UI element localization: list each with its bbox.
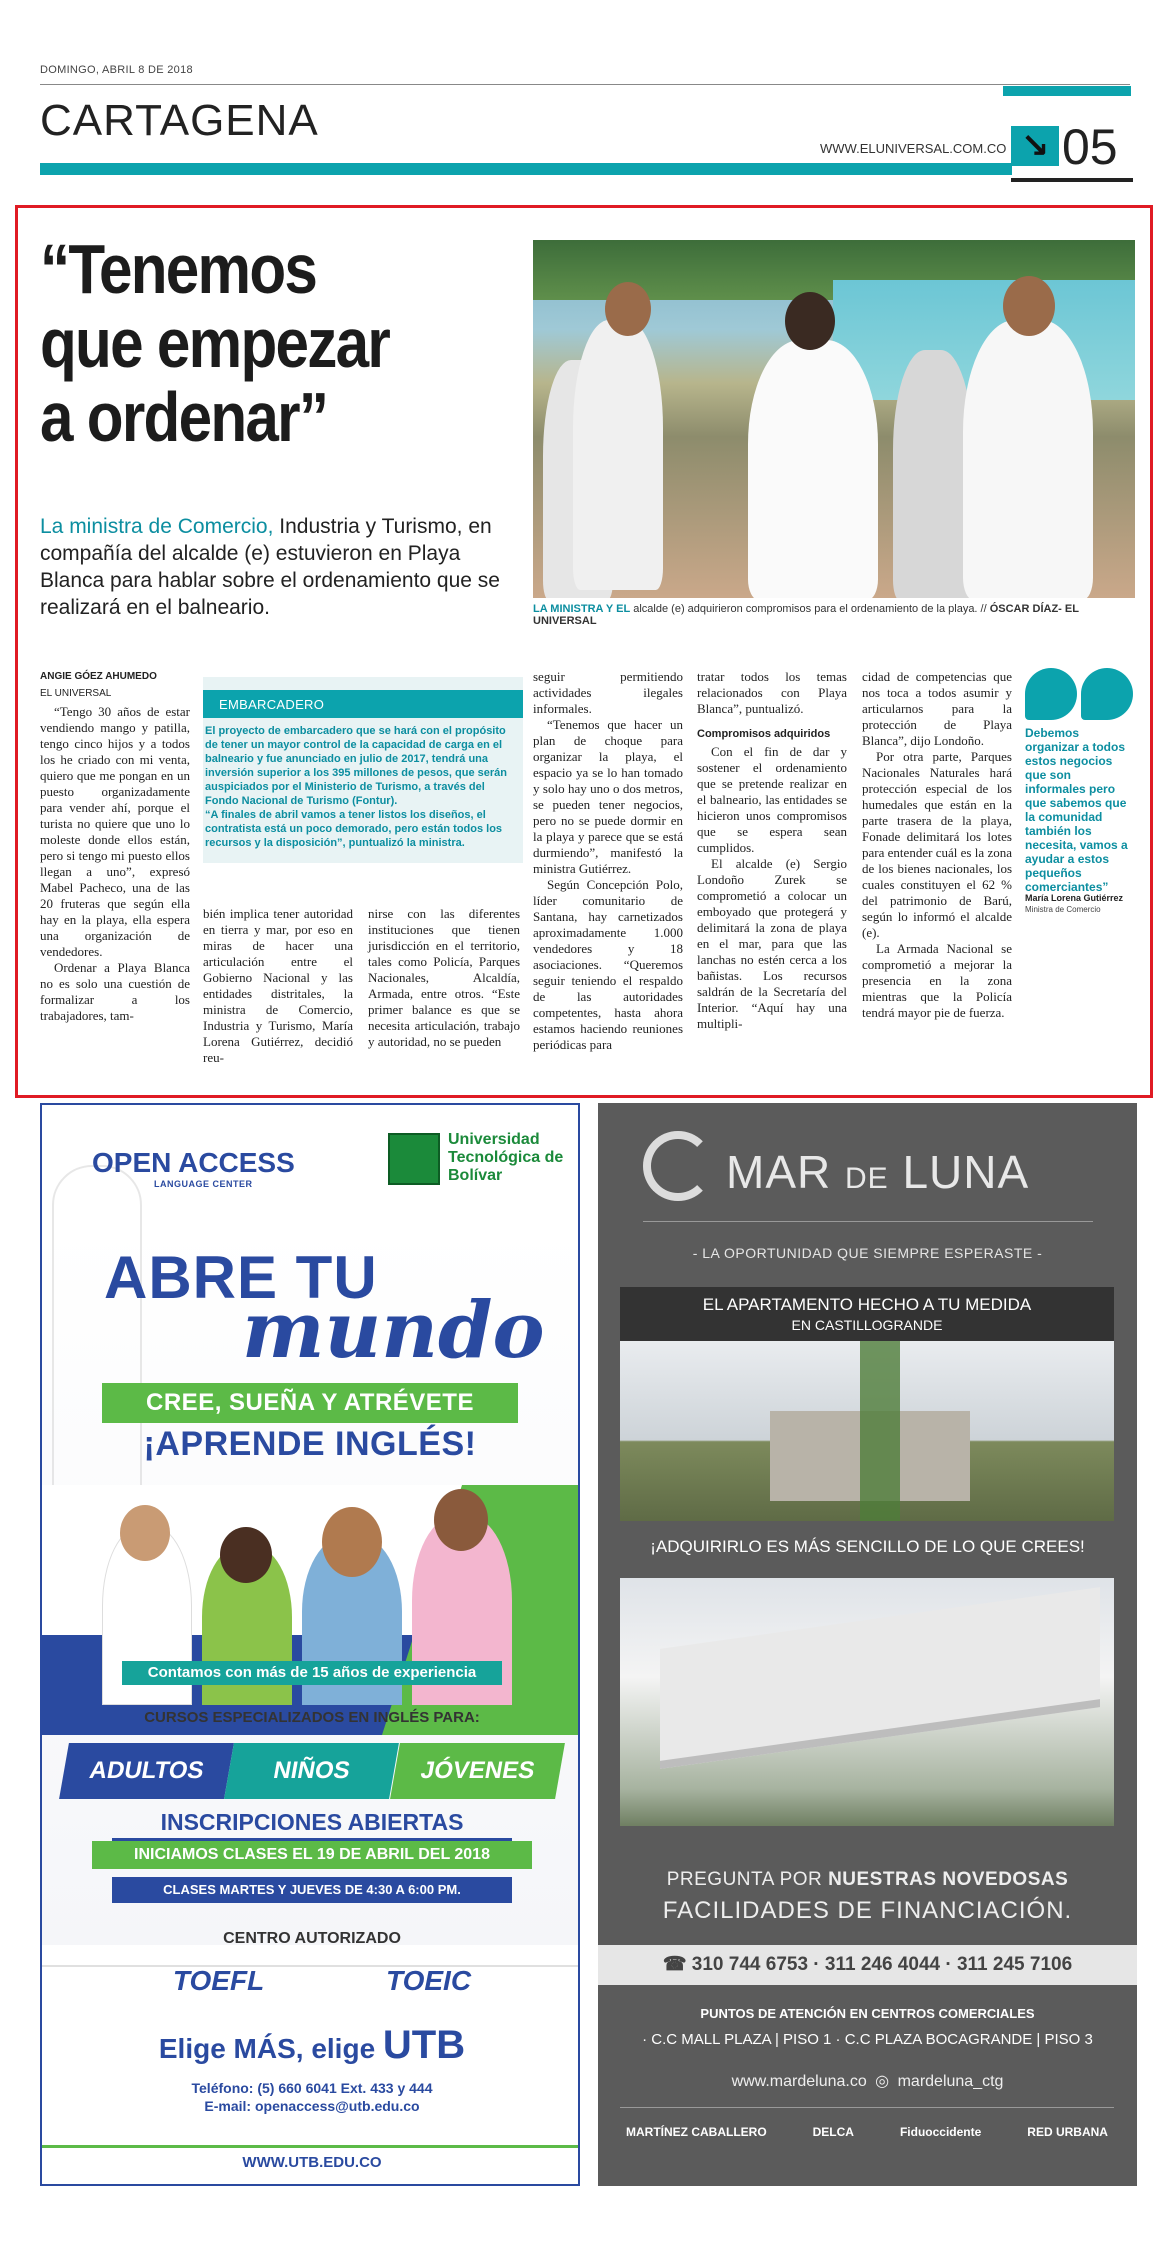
mardeluna-financiacion: FACILIDADES DE FINANCIACIÓN. [662, 1897, 1073, 1924]
article-headline: “Tenemos que empezar a ordenar” [40, 230, 390, 456]
utb-name: Universidad Tecnológica de Bolívar [448, 1131, 564, 1184]
article-photo[interactable] [533, 240, 1135, 598]
section-title: CARTAGENA [40, 96, 319, 145]
pull-quote-name: María Lorena Gutiérrez [1025, 893, 1124, 903]
mardeluna-headline: EL APARTAMENTO HECHO A TU MEDIDA EN CASTILLOGRANDE [620, 1287, 1114, 1341]
article-subhead: La ministra de Comercio, Industria y Turismo, en compañía del alcalde (e) estuvieron en Playa Blanca para hablar sobre el ordenamiento que se realizará en el balneario. [40, 515, 500, 619]
utb-url[interactable]: WWW.UTB.EDU.CO [42, 2145, 580, 2185]
ad-cursos: CURSOS ESPECIALIZADOS EN INGLÉS PARA: [144, 1709, 480, 1726]
mardeluna-tagline: - LA OPORTUNIDAD QUE SIEMPRE ESPERASTE - [692, 1245, 1043, 1261]
article-column-5: tratar todos los temas relacionados con Playa Blanca”, puntualizó. Compromisos adquiridos Con el fin de dar y sostener el ordenamiento que se pretende realizar en el balneario, las entidades se hicieron unos compromisos que se espera sean cumplidos. El alcalde (e) Sergio Londoño Zurek se comprometió a colocar un emboyado que protegerá y delimitará la zona de playa en el mar, para que las lanchas no estén cerca a los bañistas. Los recursos saldrán de la Secretaría del Interior. “Aquí hay una multipli- [697, 669, 847, 1031]
ad-mundo: mundo [242, 1285, 545, 1376]
page-number-rule [1011, 178, 1133, 182]
ad-experience: Contamos con más de 15 años de experiencia [122, 1661, 502, 1685]
test-logos [112, 1965, 532, 1997]
page-number: 05 [1062, 119, 1118, 175]
pull-quote-role: Ministra de Comercio [1025, 905, 1101, 914]
ad-cree-banner: CREE, SUEÑA Y ATRÉVETE [102, 1383, 518, 1423]
ad-inscripciones: INSCRIPCIONES ABIERTAS [112, 1809, 512, 1841]
students-photo [42, 1485, 580, 1735]
article-column-1: “Tengo 30 años de estar vendiendo mango y patilla, tengo cinco hijos y a todos los he criado con mi venta, quiero que me pongan en un puesto organizadamente para vender ahí, porque el turista no quiere que uno lo moleste donde ellos están, pero si tengo mi puesto ellos llegan a uno”, expresó Mabel Pacheco, una de las 20 fruteras que según ella hay en la playa, ella espera una organización de vendedores. Ordenar a Playa Blanca no es solo una cuestión de formalizar a los trabajadores, tam- [40, 704, 190, 1023]
mardeluna-advertisement[interactable] [598, 1103, 1137, 2186]
mardeluna-centros: · C.C MALL PLAZA | PISO 1 · C.C PLAZA BOCAGRANDE | PISO 3 [642, 2031, 1093, 2048]
mardeluna-brand: MAR DE LUNA [726, 1146, 1030, 1198]
issue-date: DOMINGO, ABRIL 8 DE 2018 [40, 64, 193, 76]
divider [620, 2107, 1114, 2108]
column-subhead: Compromisos adquiridos [697, 728, 831, 740]
course-levels [64, 1743, 560, 1799]
building-render-2 [620, 1578, 1114, 1826]
toefl-logo: TOEFL [172, 1965, 265, 1996]
toeic-logo: TOEIC [386, 1965, 472, 1996]
ad-contact: Teléfono: (5) 660 6041 Ext. 433 y 444 E-mail: openaccess@utb.edu.co [191, 2080, 433, 2114]
level-adultos: ADULTOS [59, 1743, 234, 1799]
ad-aprende: ¡APRENDE INGLÉS! [143, 1425, 477, 1463]
moon-logo-icon [643, 1131, 713, 1201]
open-access-subtitle: LANGUAGE CENTER [154, 1179, 253, 1189]
ad-iniciamos: INICIAMOS CLASES EL 19 DE ABRIL DEL 2018 [92, 1841, 532, 1869]
level-ninos: NIÑOS [224, 1743, 399, 1799]
byline-outlet: EL UNIVERSAL [40, 688, 112, 699]
mardeluna-puntos: PUNTOS DE ATENCIÓN EN CENTROS COMERCIALES [700, 2006, 1035, 2021]
photo-caption: LA MINISTRA Y EL alcalde (e) adquirieron compromisos para el ordenamiento de la playa. // ÓSCAR DÍAZ- EL UNIVERSAL [533, 603, 1079, 627]
pull-quote: Debemos organizar a todos estos negocios que son informales pero que sabemos que la comunidad también los necesita, vamos a ayudar a estos pequeños comerciantes” [1025, 726, 1128, 894]
article-column-4: seguir permitiendo actividades ilegales informales. “Tenemos que hacer un plan de choque para organizar la playa, el espacio ya se lo han tomado y solo hay uno o dos metros, se pueden tener negocios, pero no se puede dormir en la playa y parece que se está durmiendo”, manifestó la ministra Gutiérrez. Según Concepción Polo, líder comunitario de Santana, hay carnetizados aproximadamente 1.000 vendedores y 18 asociaciones. “Queremos seguir teniendo el respaldo de las autoridades competentes, hasta ahora estamos haciendo reuniones periódicas para [533, 669, 683, 1052]
divider [643, 1221, 1093, 1222]
sponsor-martinez: MARTÍNEZ CABALLERO [626, 2125, 767, 2139]
open-access-logo: OPEN ACCESS [92, 1147, 295, 1178]
quote-icon [1025, 668, 1135, 723]
utb-advertisement[interactable] [40, 1103, 580, 2186]
ad-abre: ABRE TU [104, 1244, 378, 1311]
article-column-2: bién implica tener autoridad en tierra y mar, por eso en miras de hacer una articulación entre el Gobierno Nacional y las entidades distritales, la ministra de Comercio, Industria y Turismo, María Lorena Gutiérrez, decidió reu- [203, 906, 353, 1065]
byline-author: ANGIE GÓEZ AHUMEDO [40, 671, 157, 682]
header-rule [40, 84, 1130, 85]
mardeluna-phones[interactable]: ☎ 310 744 6753 · 311 246 4044 · 311 245 7106 [598, 1945, 1137, 1985]
utb-logo-icon [388, 1133, 440, 1185]
section-bar [40, 163, 1012, 175]
article-column-3: nirse con las diferentes instituciones que tienen jurisdicción en el territorio, tales como Policía, Parques Nacionales, Alcaldía, Armada, entre otros. “Este primer balance es que se necesita articulación, trabajo y autoridad, no se pueden [368, 906, 520, 1049]
sidebar-title: EMBARCADERO [203, 690, 523, 718]
mardeluna-pregunta: PREGUNTA POR NUESTRAS NOVEDOSAS [666, 1869, 1069, 1890]
header-accent [1003, 86, 1131, 96]
mardeluna-sencillo: ¡ADQUIRIRLO ES MÁS SENCILLO DE LO QUE CREES! [650, 1537, 1085, 1556]
arrow-icon: ↘ [1011, 126, 1059, 166]
website-link[interactable]: WWW.ELUNIVERSAL.COM.CO [820, 141, 1007, 156]
ad-clases: CLASES MARTES Y JUEVES DE 4:30 A 6:00 PM. [112, 1877, 512, 1903]
mardeluna-web[interactable]: www.mardeluna.co ◎ mardeluna_ctg [731, 2073, 1004, 2090]
sponsor-fiduoccidente: Fiduoccidente [899, 2125, 982, 2139]
sponsor-delca: DELCA [812, 2125, 854, 2139]
ad-centro: CENTRO AUTORIZADO [223, 1930, 401, 1947]
article-column-6: cidad de competencias que nos toca a todos asumir y articularnos para la protección de Playa Blanca”, dijo Londoño. Por otra parte, Parques Nacionales Naturales hará protección especial de los humedales que están en la parte trasera de la playa, Fonade delimitará los lotes para entender cuál es la zona de los bienes nacionales, los cuales constituyen el 62 % del patrimonio de Barú, según lo informó el alcalde (e). La Armada Nacional se comprometió a mejorar la presencia en la zona mientras que la Policía tendrá mayor pie de fuerza. [862, 669, 1012, 1020]
sponsor-logos [620, 2121, 1114, 2143]
ad-elige: Elige MÁS, elige UTB [158, 2023, 466, 2067]
sponsor-red-urbana: RED URBANA [1027, 2125, 1108, 2139]
level-jovenes: JÓVENES [390, 1743, 565, 1799]
sidebar-text: El proyecto de embarcadero que se hará con el propósito de tener un mayor control de la capacidad de carga en el balneario y fue anunciado en julio de 2017, tendrá una inversión superior a los 395 millones de pesos, que serán auspiciados por el Ministerio de Turismo, a través del Fondo Nacional de Turismo (Fontur). “A finales de abril vamos a tener listos los diseños, el contratista está un poco demorado, pero están todos los recursos y la disposición”, puntualizó la ministra. [205, 725, 508, 849]
building-render-1 [620, 1341, 1114, 1521]
